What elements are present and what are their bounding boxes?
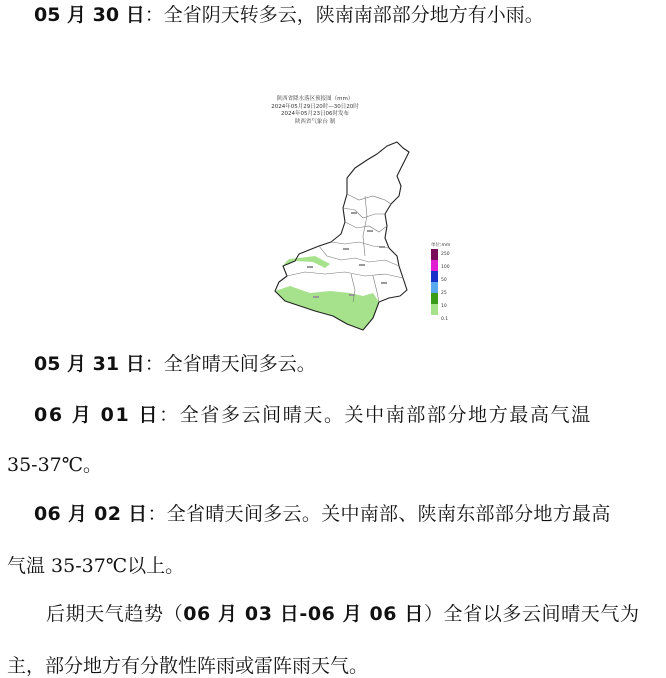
forecast-may-30 <box>34 3 666 27</box>
forecast-jun-01-continued: 35-37℃。 <box>7 454 103 476</box>
legend-swatch <box>431 249 438 260</box>
legend-title: 单位:mm <box>431 243 451 248</box>
map-producer: 陕西省气象台 制 <box>294 118 336 125</box>
separator: ： <box>144 4 164 26</box>
legend-swatch <box>431 304 438 315</box>
forecast-jun-02 <box>34 502 666 526</box>
map-title: 陕西省降水落区预报图（mm） <box>276 96 354 102</box>
legend-label: 10 <box>441 304 447 309</box>
date-label: 06 月 01 日 <box>34 404 160 426</box>
separator: ： <box>147 503 167 525</box>
separator: ： <box>144 353 164 375</box>
forecast-text: 全省晴天间多云。关中南部、陕南东部部分地方最高 <box>166 503 611 525</box>
forecast-may-31 <box>34 352 666 376</box>
legend-swatch <box>431 271 438 282</box>
rain-area <box>275 286 379 330</box>
date-label: 06 月 02 日 <box>34 503 148 525</box>
map-period: 2024年05月29日20时—30日20时 <box>271 103 359 110</box>
legend-label: 100 <box>441 265 450 270</box>
legend-swatch <box>431 260 438 271</box>
forecast-text: 全省阴天转多云，陕南南部部分地方有小雨。 <box>163 4 544 26</box>
legend-swatch <box>431 282 438 293</box>
forecast-text: 全省多云间晴天。关中南部部分地方最高气温 <box>179 404 592 426</box>
date-range: 06 月 03 日-06 月 06 日 <box>183 603 424 625</box>
forecast-jun-01 <box>34 403 666 427</box>
forecast-jun-02-continued: 气温 35-37℃以上。 <box>7 555 185 577</box>
date-label: 05 月 31 日 <box>34 353 145 375</box>
trend-prefix: 后期天气趋势（ <box>46 603 184 625</box>
map-title-block <box>255 96 375 126</box>
separator: ： <box>159 404 180 426</box>
rain-area <box>283 256 330 268</box>
forecast-text: 全省晴天间多云。 <box>163 353 316 375</box>
later-trend-continued: 主，部分地方有分散性阵雨或雷阵雨天气。 <box>7 655 369 677</box>
date-label: 05 月 30 日 <box>34 4 145 26</box>
legend-label: 25 <box>441 291 447 296</box>
precipitation-forecast-map <box>255 96 465 336</box>
legend-label: 250 <box>441 252 450 257</box>
legend-swatch <box>431 293 438 304</box>
later-trend <box>46 602 666 626</box>
trend-text: ）全省以多云间晴天气为 <box>423 603 640 625</box>
legend-label: 50 <box>441 278 447 283</box>
legend-label: 0.1 <box>441 317 449 322</box>
map-issued: 2024年05月23日06时发布 <box>281 111 349 118</box>
